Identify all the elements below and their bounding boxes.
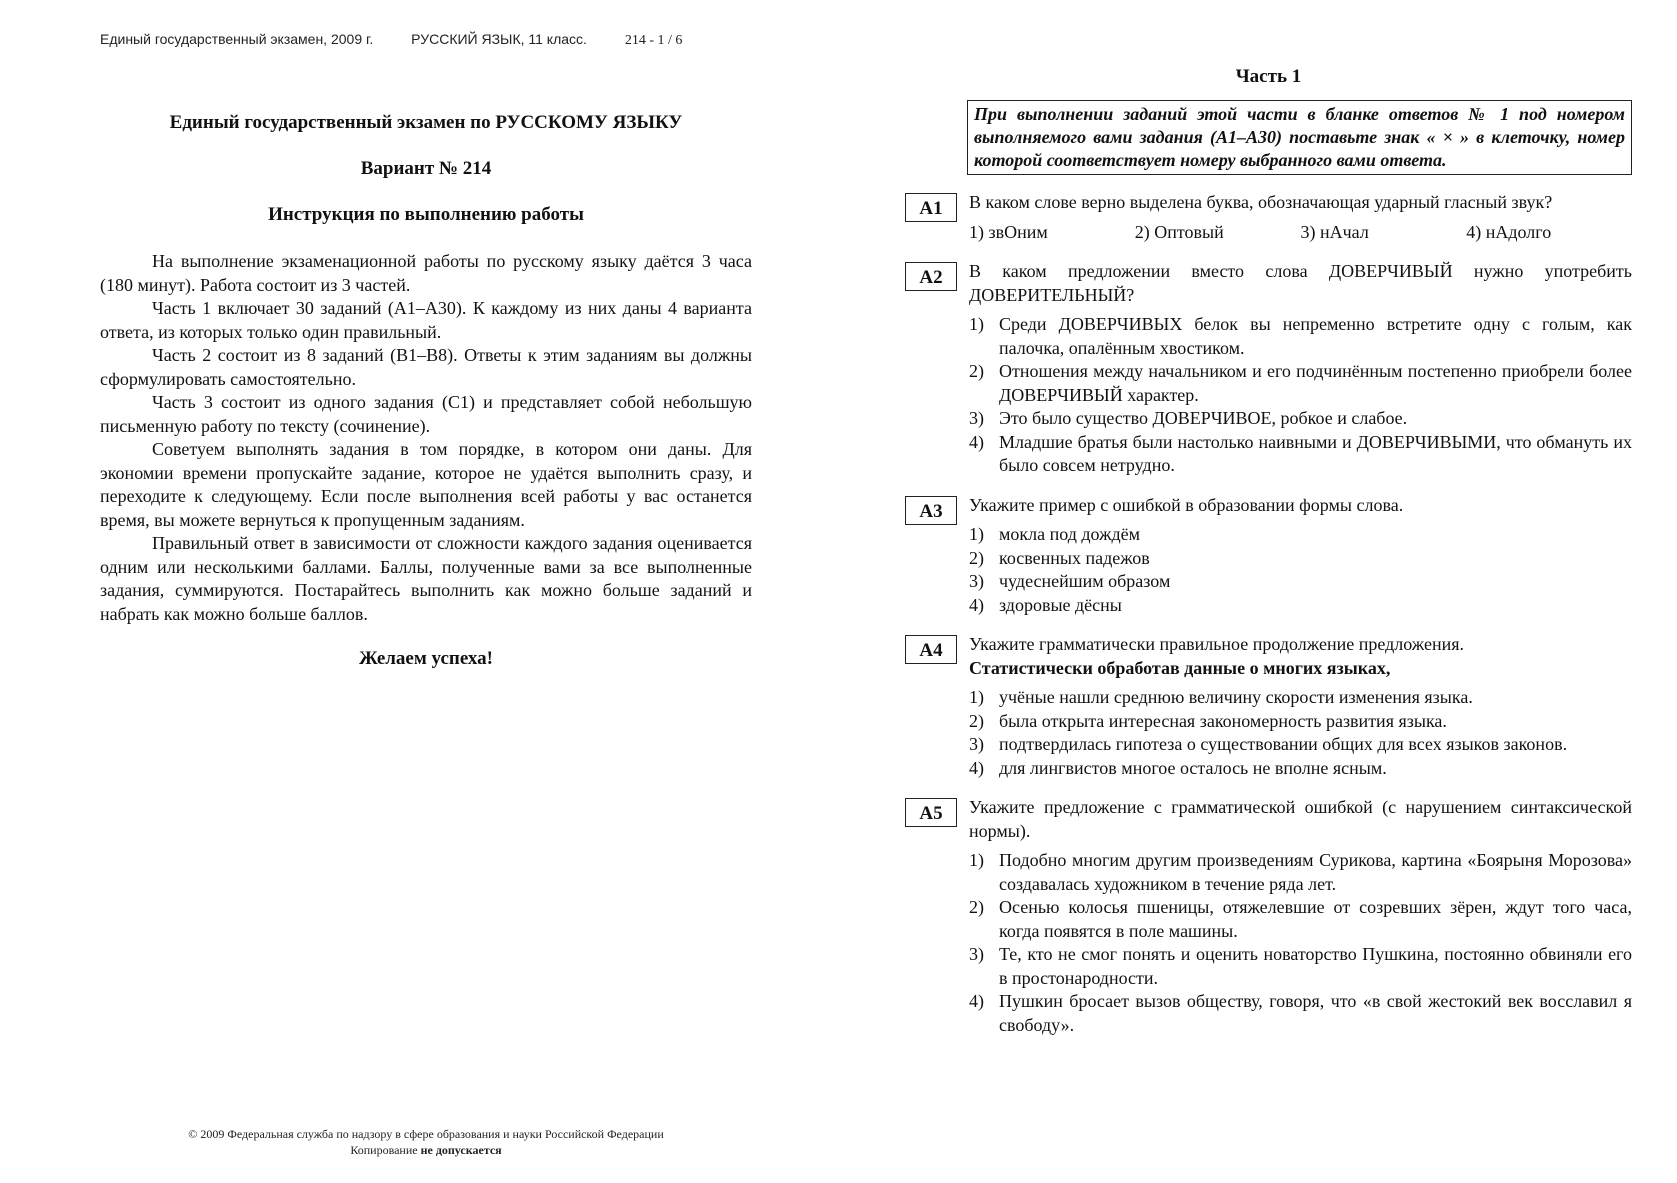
option-number: 2)	[969, 547, 984, 568]
task-number-badge: А3	[905, 496, 957, 525]
task-number-badge: А4	[905, 635, 957, 664]
option-text: нАдолго	[1485, 221, 1552, 242]
task-options	[969, 686, 1632, 780]
page-header	[100, 31, 716, 49]
option-text: Среди ДОВЕРЧИВЫХ белок вы непременно встретите одну с голым, как палочка, опалённым хвостиком.	[999, 314, 1632, 358]
answer-option	[1135, 221, 1301, 245]
instruction-paragraph: Часть 3 состоит из одного задания (С1) и представляет собой небольшую письменную работу по тексту (сочинение).	[100, 392, 752, 436]
task-number-badge: А1	[905, 193, 957, 222]
copy-restriction-line	[100, 1142, 752, 1158]
option-number: 3)	[1300, 221, 1316, 242]
task-question: В каком предложении вместо слова ДОВЕРЧИВЫЙ нужно употребить ДОВЕРИТЕЛЬНЫЙ?	[969, 261, 1632, 305]
option-text: учёные нашли среднюю величину скорости изменения языка.	[999, 687, 1473, 707]
task-options	[969, 523, 1632, 617]
answer-option	[969, 710, 1632, 734]
answer-option	[969, 757, 1632, 781]
task-question: Укажите грамматически правильное продолжение предложения.	[969, 634, 1465, 654]
answer-option	[969, 431, 1632, 478]
option-number: 3)	[969, 734, 984, 754]
option-number: 1)	[969, 687, 984, 707]
answer-option	[969, 221, 1135, 245]
right-column	[905, 66, 1632, 1037]
answer-option	[969, 360, 1632, 407]
copyright-line: © 2009 Федеральная служба по надзору в сфере образования и науки Российской Федерации	[188, 1127, 664, 1141]
task-options	[969, 313, 1632, 478]
option-number: 2)	[969, 710, 984, 731]
header-page-number: 214 - 1 / 6	[624, 33, 683, 48]
option-number: 3)	[969, 944, 984, 964]
option-text: была открыта интересная закономерность развития языка.	[999, 710, 1447, 731]
option-text: нАчал	[1320, 221, 1369, 242]
option-text: Осенью колосья пшеницы, отяжелевшие от созревших зёрен, ждут того часа, когда появятся в поле машины.	[999, 897, 1632, 941]
option-number: 4)	[969, 431, 984, 452]
option-number: 1)	[969, 221, 984, 242]
option-text: здоровые дёсны	[999, 594, 1122, 615]
answer-option	[969, 594, 1632, 618]
option-number: 4)	[969, 991, 984, 1011]
answer-option	[969, 943, 1632, 990]
header-exam: Единый государственный экзамен, 2009 г.	[100, 31, 374, 47]
option-number: 2)	[969, 361, 984, 381]
task-question: Укажите предложение с грамматической ошибкой (с нарушением синтаксической нормы).	[969, 797, 1632, 841]
copy-restriction-bold: не допускается	[420, 1143, 502, 1157]
option-text: Отношения между начальником и его подчинённым постепенно приобрели более ДОВЕРЧИВЫЙ характер.	[999, 361, 1632, 405]
answer-option	[969, 547, 1632, 571]
task-a1	[905, 191, 1632, 244]
task-number-badge: А5	[905, 798, 957, 827]
option-number: 4)	[969, 594, 984, 615]
part-title: Часть 1	[1235, 66, 1302, 87]
task-number-badge: А2	[905, 262, 957, 291]
option-text: для лингвистов многое осталось не вполне ясным.	[999, 757, 1387, 778]
task-options	[969, 849, 1632, 1037]
option-text: Младшие братья были настолько наивными и ДОВЕРЧИВЫМИ, что обмануть их было совсем нетрудно.	[999, 431, 1632, 475]
task-a4	[905, 633, 1632, 780]
answer-option	[969, 570, 1632, 594]
option-text: подтвердилась гипотеза о существовании общих для всех языков законов.	[999, 734, 1568, 754]
option-number: 2)	[969, 897, 984, 917]
task-subquestion: Статистически обработав данные о многих языках,	[969, 657, 1391, 678]
answer-option	[1301, 221, 1467, 245]
option-number: 3)	[969, 408, 984, 428]
option-text: Те, кто не смог понять и оценить новаторство Пушкина, постоянно обвиняли его в простонародности.	[999, 944, 1632, 988]
instruction-paragraph: Часть 2 состоит из 8 заданий (В1–В8). Ответы к этим заданиям вы должны сформулировать самостоятельно.	[100, 345, 752, 389]
option-text: звОним	[988, 221, 1048, 242]
option-number: 3)	[969, 571, 984, 591]
option-number: 4)	[1466, 221, 1482, 242]
instruction-paragraph: Советуем выполнять задания в том порядке, в котором они даны. Для экономии времени пропускайте задание, которое не удаётся выполнить сразу, и переходите к следующему. Если после выполнения всей работы у вас останется время, вы можете вернуться к пропущенным заданиям.	[100, 439, 752, 530]
task-a2	[905, 260, 1632, 478]
answer-instructions-box: При выполнении заданий этой части в бланке ответов № 1 под номером выполняемого вами задания (А1–А30) поставьте знак « × » в клеточку, номер которой соответствует номеру выбранного вами ответа.	[967, 100, 1632, 175]
header-subject: РУССКИЙ ЯЗЫК, 11 класс.	[411, 31, 587, 47]
task-question: Укажите пример с ошибкой в образовании формы слова.	[969, 494, 1404, 515]
answer-option	[969, 896, 1632, 943]
answer-option	[969, 733, 1632, 757]
instruction-paragraph: На выполнение экзаменационной работы по русскому языку даётся 3 часа (180 минут). Работа состоит из 3 частей.	[100, 251, 752, 295]
option-text: Оптовый	[1154, 221, 1224, 242]
option-number: 1)	[969, 524, 984, 544]
task-a5	[905, 796, 1632, 1037]
answer-option	[969, 990, 1632, 1037]
answer-option	[969, 686, 1632, 710]
option-number: 2)	[1134, 221, 1150, 242]
answer-option	[1466, 221, 1632, 245]
good-luck-text: Желаем успеха!	[359, 648, 493, 669]
instruction-paragraph: Правильный ответ в зависимости от сложности каждого задания оценивается одним или несколькими баллами. Баллы, полученные вами за все выполненные задания, суммируются. Постарайтесь выполнить как можно больше заданий и набрать как можно больше баллов.	[100, 533, 752, 624]
copy-restriction-prefix: Копирование	[350, 1143, 421, 1157]
task-options	[969, 221, 1632, 245]
variant-number: Вариант № 214	[360, 158, 492, 179]
option-number: 1)	[969, 314, 984, 334]
option-text: Подобно многим другим произведениям Сурикова, картина «Боярыня Морозова» создавалась художником в течение ряда лет.	[999, 850, 1632, 894]
instructions-title: Инструкция по выполнению работы	[268, 204, 584, 225]
left-column	[100, 112, 752, 670]
option-text: Это было существо ДОВЕРЧИВОЕ, робкое и слабое.	[999, 408, 1408, 428]
answer-option	[969, 313, 1632, 360]
answer-option	[969, 407, 1632, 431]
option-number: 4)	[969, 757, 984, 778]
task-a3	[905, 494, 1632, 618]
task-question: В каком слове верно выделена буква, обозначающая ударный гласный звук?	[969, 192, 1553, 212]
option-text: чудеснейшим образом	[999, 571, 1171, 591]
copyright-footer	[100, 1126, 752, 1158]
option-text: мокла под дождём	[999, 524, 1141, 544]
option-number: 1)	[969, 850, 984, 870]
answer-option	[969, 849, 1632, 896]
option-text: Пушкин бросает вызов обществу, говоря, что «в свой жестокий век восславил я свободу».	[999, 991, 1632, 1035]
answer-option	[969, 523, 1632, 547]
exam-title: Единый государственный экзамен по РУССКОМУ ЯЗЫКУ	[169, 112, 683, 133]
option-text: косвенных падежов	[999, 547, 1150, 568]
instruction-paragraph: Часть 1 включает 30 заданий (А1–А30). К каждому из них даны 4 варианта ответа, из которых только один правильный.	[100, 298, 752, 342]
